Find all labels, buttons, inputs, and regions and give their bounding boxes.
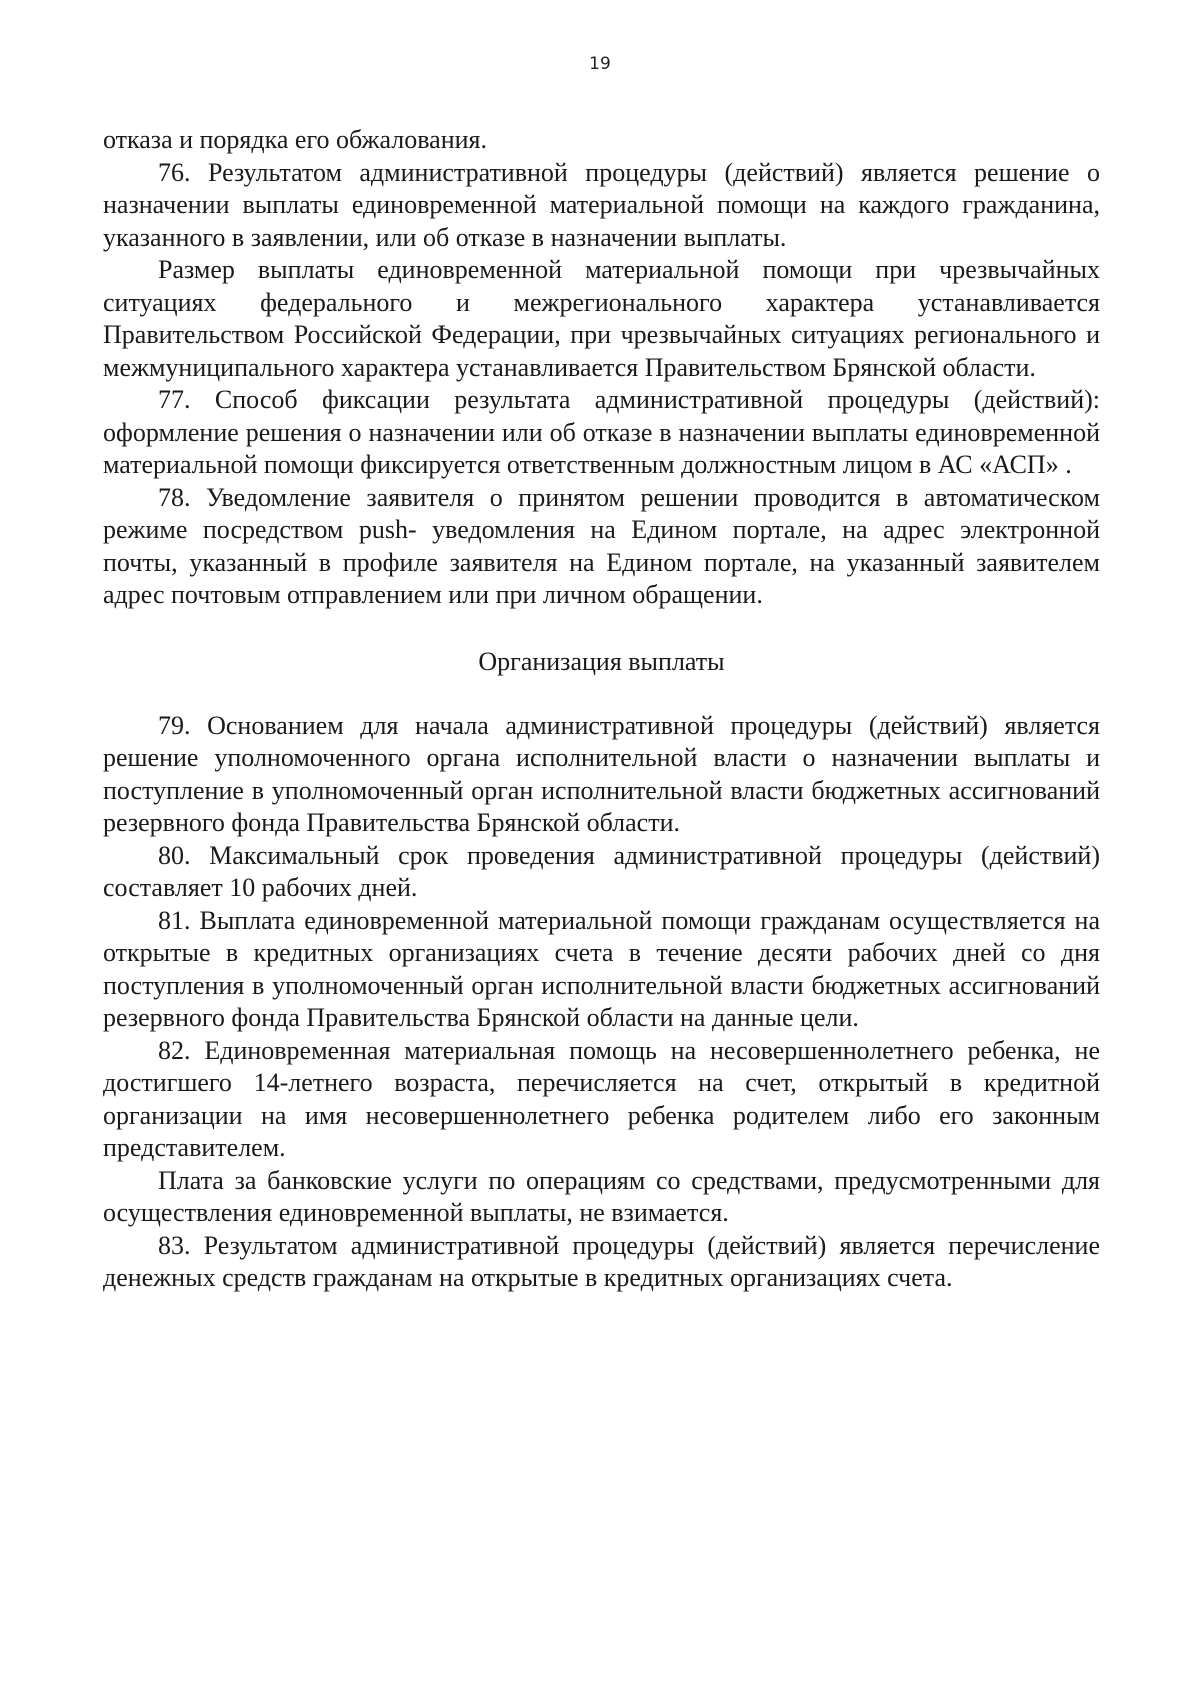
paragraph: 80. Максимальный срок проведения административной процедуры (действий) составляет 10 рабочих дней. <box>103 840 1100 902</box>
document-body <box>103 124 1100 1295</box>
paragraph: 82. Единовременная материальная помощь на несовершеннолетнего ребенка, не достигшего 14-летнего возраста, перечисляется на счет, открытый в кредитной организации на имя несовершеннолетнего ребенка родителем либо его законным представителем. <box>103 1035 1100 1162</box>
paragraph: Плата за банковские услуги по операциям со средствами, предусмотренными для осуществления единовременной выплаты, не взимается. <box>103 1165 1100 1227</box>
paragraph: 78. Уведомление заявителя о принятом решении проводится в автоматическом режиме посредством push- уведомления на Едином портале, на адрес электронной почты, указанный в профиле заявителя на Едином портале, на указанный заявителем адрес почтовым отправлением или при личном обращении. <box>103 482 1100 609</box>
page-number: 19 <box>589 54 611 74</box>
paragraph: 83. Результатом административной процедуры (действий) является перечисление денежных средств гражданам на открытые в кредитных организациях счета. <box>103 1230 1100 1292</box>
paragraph: 76. Результатом административной процедуры (действий) является решение о назначении выплаты единовременной материальной помощи на каждого гражданина, указанного в заявлении, или об отказе в назначении выплаты. <box>103 157 1100 252</box>
paragraph: 79. Основанием для начала административной процедуры (действий) является решение уполномоченного органа исполнительной власти о назначении выплаты и поступление в уполномоченный орган исполнительной власти бюджетных ассигнований резервного фонда Правительства Брянской области. <box>103 710 1100 837</box>
section-heading: Организация выплаты <box>478 646 725 676</box>
paragraphs-top <box>103 124 1100 612</box>
paragraph: 77. Способ фиксации результата административной процедуры (действий): оформление решения о назначении или об отказе в назначении выплаты единовременной материальной помощи фиксируется ответственным должностным лицом в АС «АСП» . <box>103 385 1100 479</box>
paragraph: отказа и порядка его обжалования. <box>103 125 488 154</box>
paragraphs-bottom <box>103 710 1100 1295</box>
paragraph: Размер выплаты единовременной материальной помощи при чрезвычайных ситуациях федерального и межрегионального характера устанавливается Правительством Российской Федерации, при чрезвычайных ситуациях регионального и межмуниципального характера устанавливается Правительством Брянской области. <box>103 255 1100 382</box>
paragraph: 81. Выплата единовременной материальной помощи гражданам осуществляется на открытые в кредитных организациях счета в течение десяти рабочих дней со дня поступления в уполномоченный орган исполнительной власти бюджетных ассигнований резервного фонда Правительства Брянской области на данные цели. <box>103 905 1100 1032</box>
